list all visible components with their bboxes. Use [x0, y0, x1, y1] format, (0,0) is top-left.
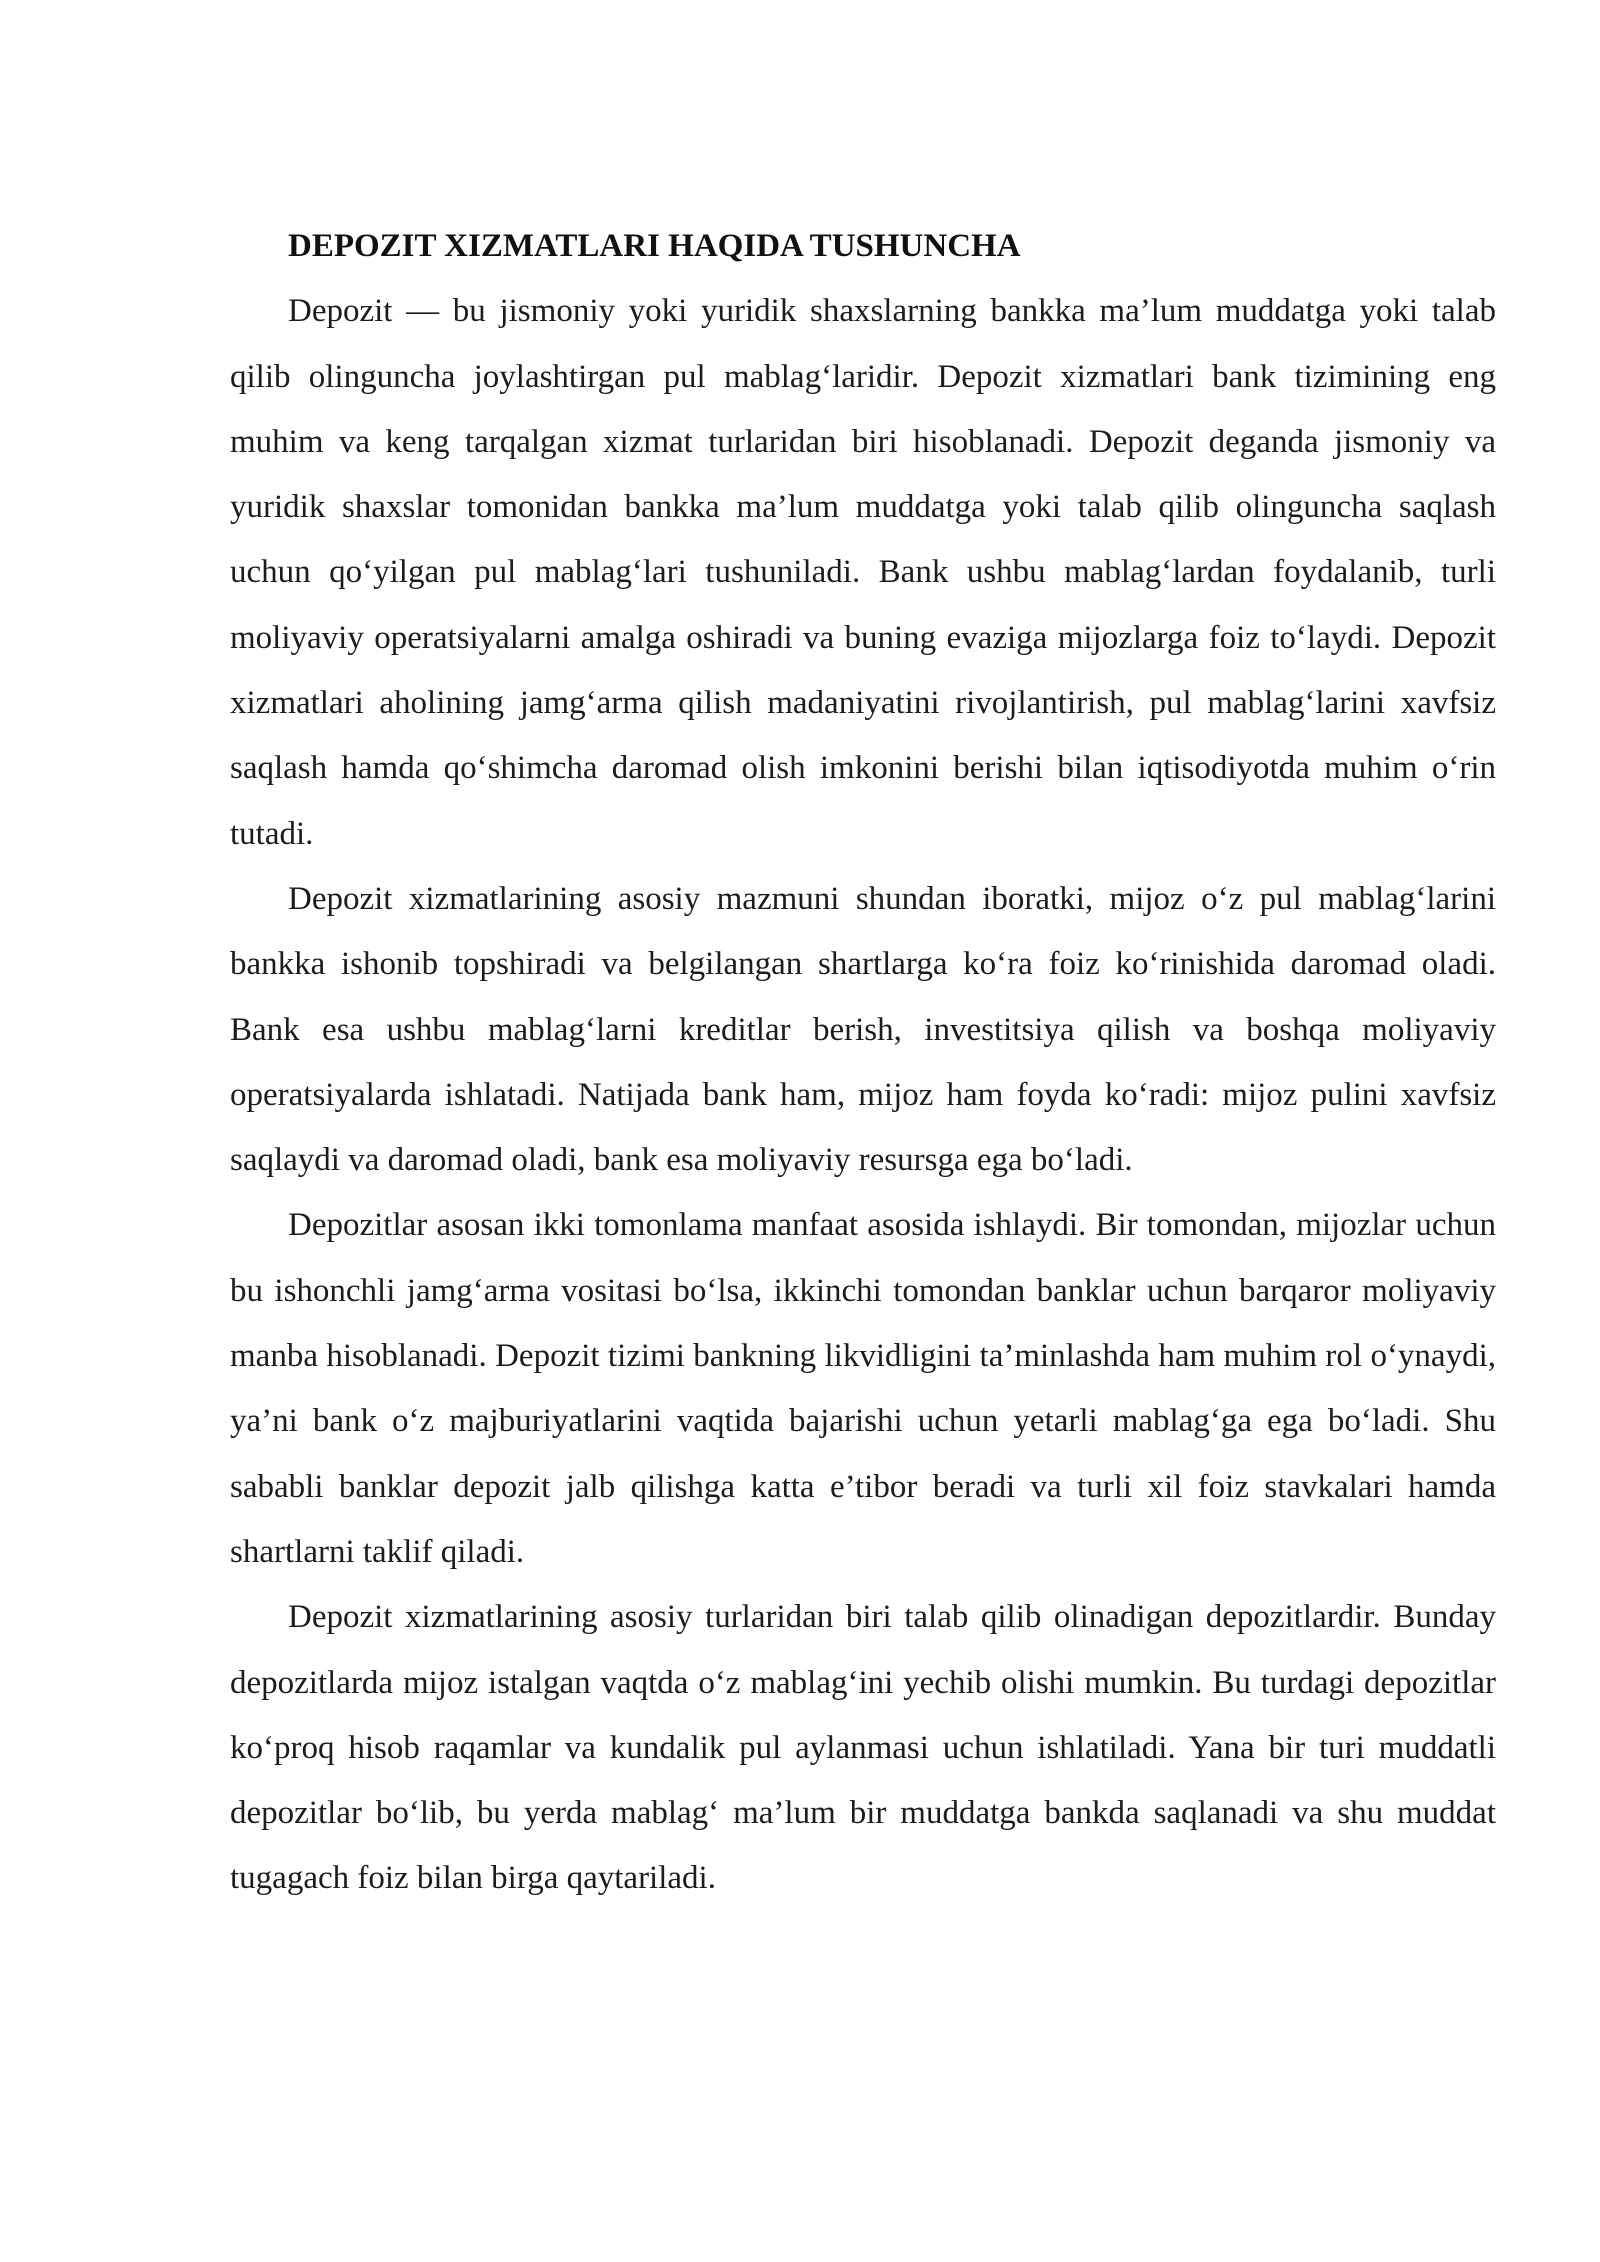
paragraph-definition: Depozit — bu jismoniy yoki yuridik shaxslarning bankka ma’lum muddatga yoki talab qilib olinguncha joylashtirgan pul mablag‘laridir. Depozit xizmatlari bank tizimining eng muhim va keng tarqalgan xizmat turlaridan biri hisoblanadi. Depozit deganda jismoniy va yuridik shaxslar tomonidan bankka ma’lum muddatga yoki talab qilib olinguncha saqlash uchun qo‘yilgan pul mablag‘lari tushuniladi. Bank ushbu mablag‘lardan foydalanib, turli moliyaviy operatsiyalarni amalga oshiradi va buning evaziga mijozlarga foiz to‘laydi. Depozit xizmatlari aholining jamg‘arma qilish madaniyatini rivojlantirish, pul mablag‘larini xavfsiz saqlash hamda qo‘shimcha daromad olish imkonini berishi bilan iqtisodiyotda muhim o‘rin tutadi. — [230, 293, 1496, 852]
paragraph-mutual-benefit: Depozitlar asosan ikki tomonlama manfaat asosida ishlaydi. Bir tomondan, mijozlar uchun bu ishonchli jamg‘arma vositasi bo‘lsa, ikkinchi tomondan banklar uchun barqaror moliyaviy manba hisoblanadi. Depozit tizimi bankning likvidligini ta’minlashda ham muhim rol o‘ynaydi, ya’ni bank o‘z majburiyatlarini vaqtida bajarishi uchun yetarli mablag‘ga ega bo‘ladi. Shu sababli banklar depozit jalb qilishga katta e’tibor beradi va turli xil foiz stavkalari hamda shartlarni taklif qiladi. — [230, 1207, 1496, 1570]
document-title: DEPOZIT XIZMATLARI HAQIDA TUSHUNCHA — [288, 228, 1021, 264]
document-body — [230, 214, 1496, 1912]
paragraph-essence: Depozit xizmatlarining asosiy mazmuni shundan iboratki, mijoz o‘z pul mablag‘larini bankka ishonib topshiradi va belgilangan shartlarga ko‘ra foiz ko‘rinishida daromad oladi. Bank esa ushbu mablag‘larni kreditlar berish, investitsiya qilish va boshqa moliyaviy operatsiyalarda ishlatadi. Natijada bank ham, mijoz ham foyda ko‘radi: mijoz pulini xavfsiz saqlaydi va daromad oladi, bank esa moliyaviy resursga ega bo‘ladi. — [230, 880, 1496, 1179]
paragraph-deposit-types: Depozit xizmatlarining asosiy turlaridan biri talab qilib olinadigan depozitlardir. Bunday depozitlarda mijoz istalgan vaqtda o‘z mablag‘ini yechib olishi mumkin. Bu turdagi depozitlar ko‘proq hisob raqamlar va kundalik pul aylanmasi uchun ishlatiladi. Yana bir turi muddatli depozitlar bo‘lib, bu yerda mablag‘ ma’lum bir muddatga bankda saqlanadi va shu muddat tugagach foiz bilan birga qaytariladi. — [230, 1599, 1496, 1897]
